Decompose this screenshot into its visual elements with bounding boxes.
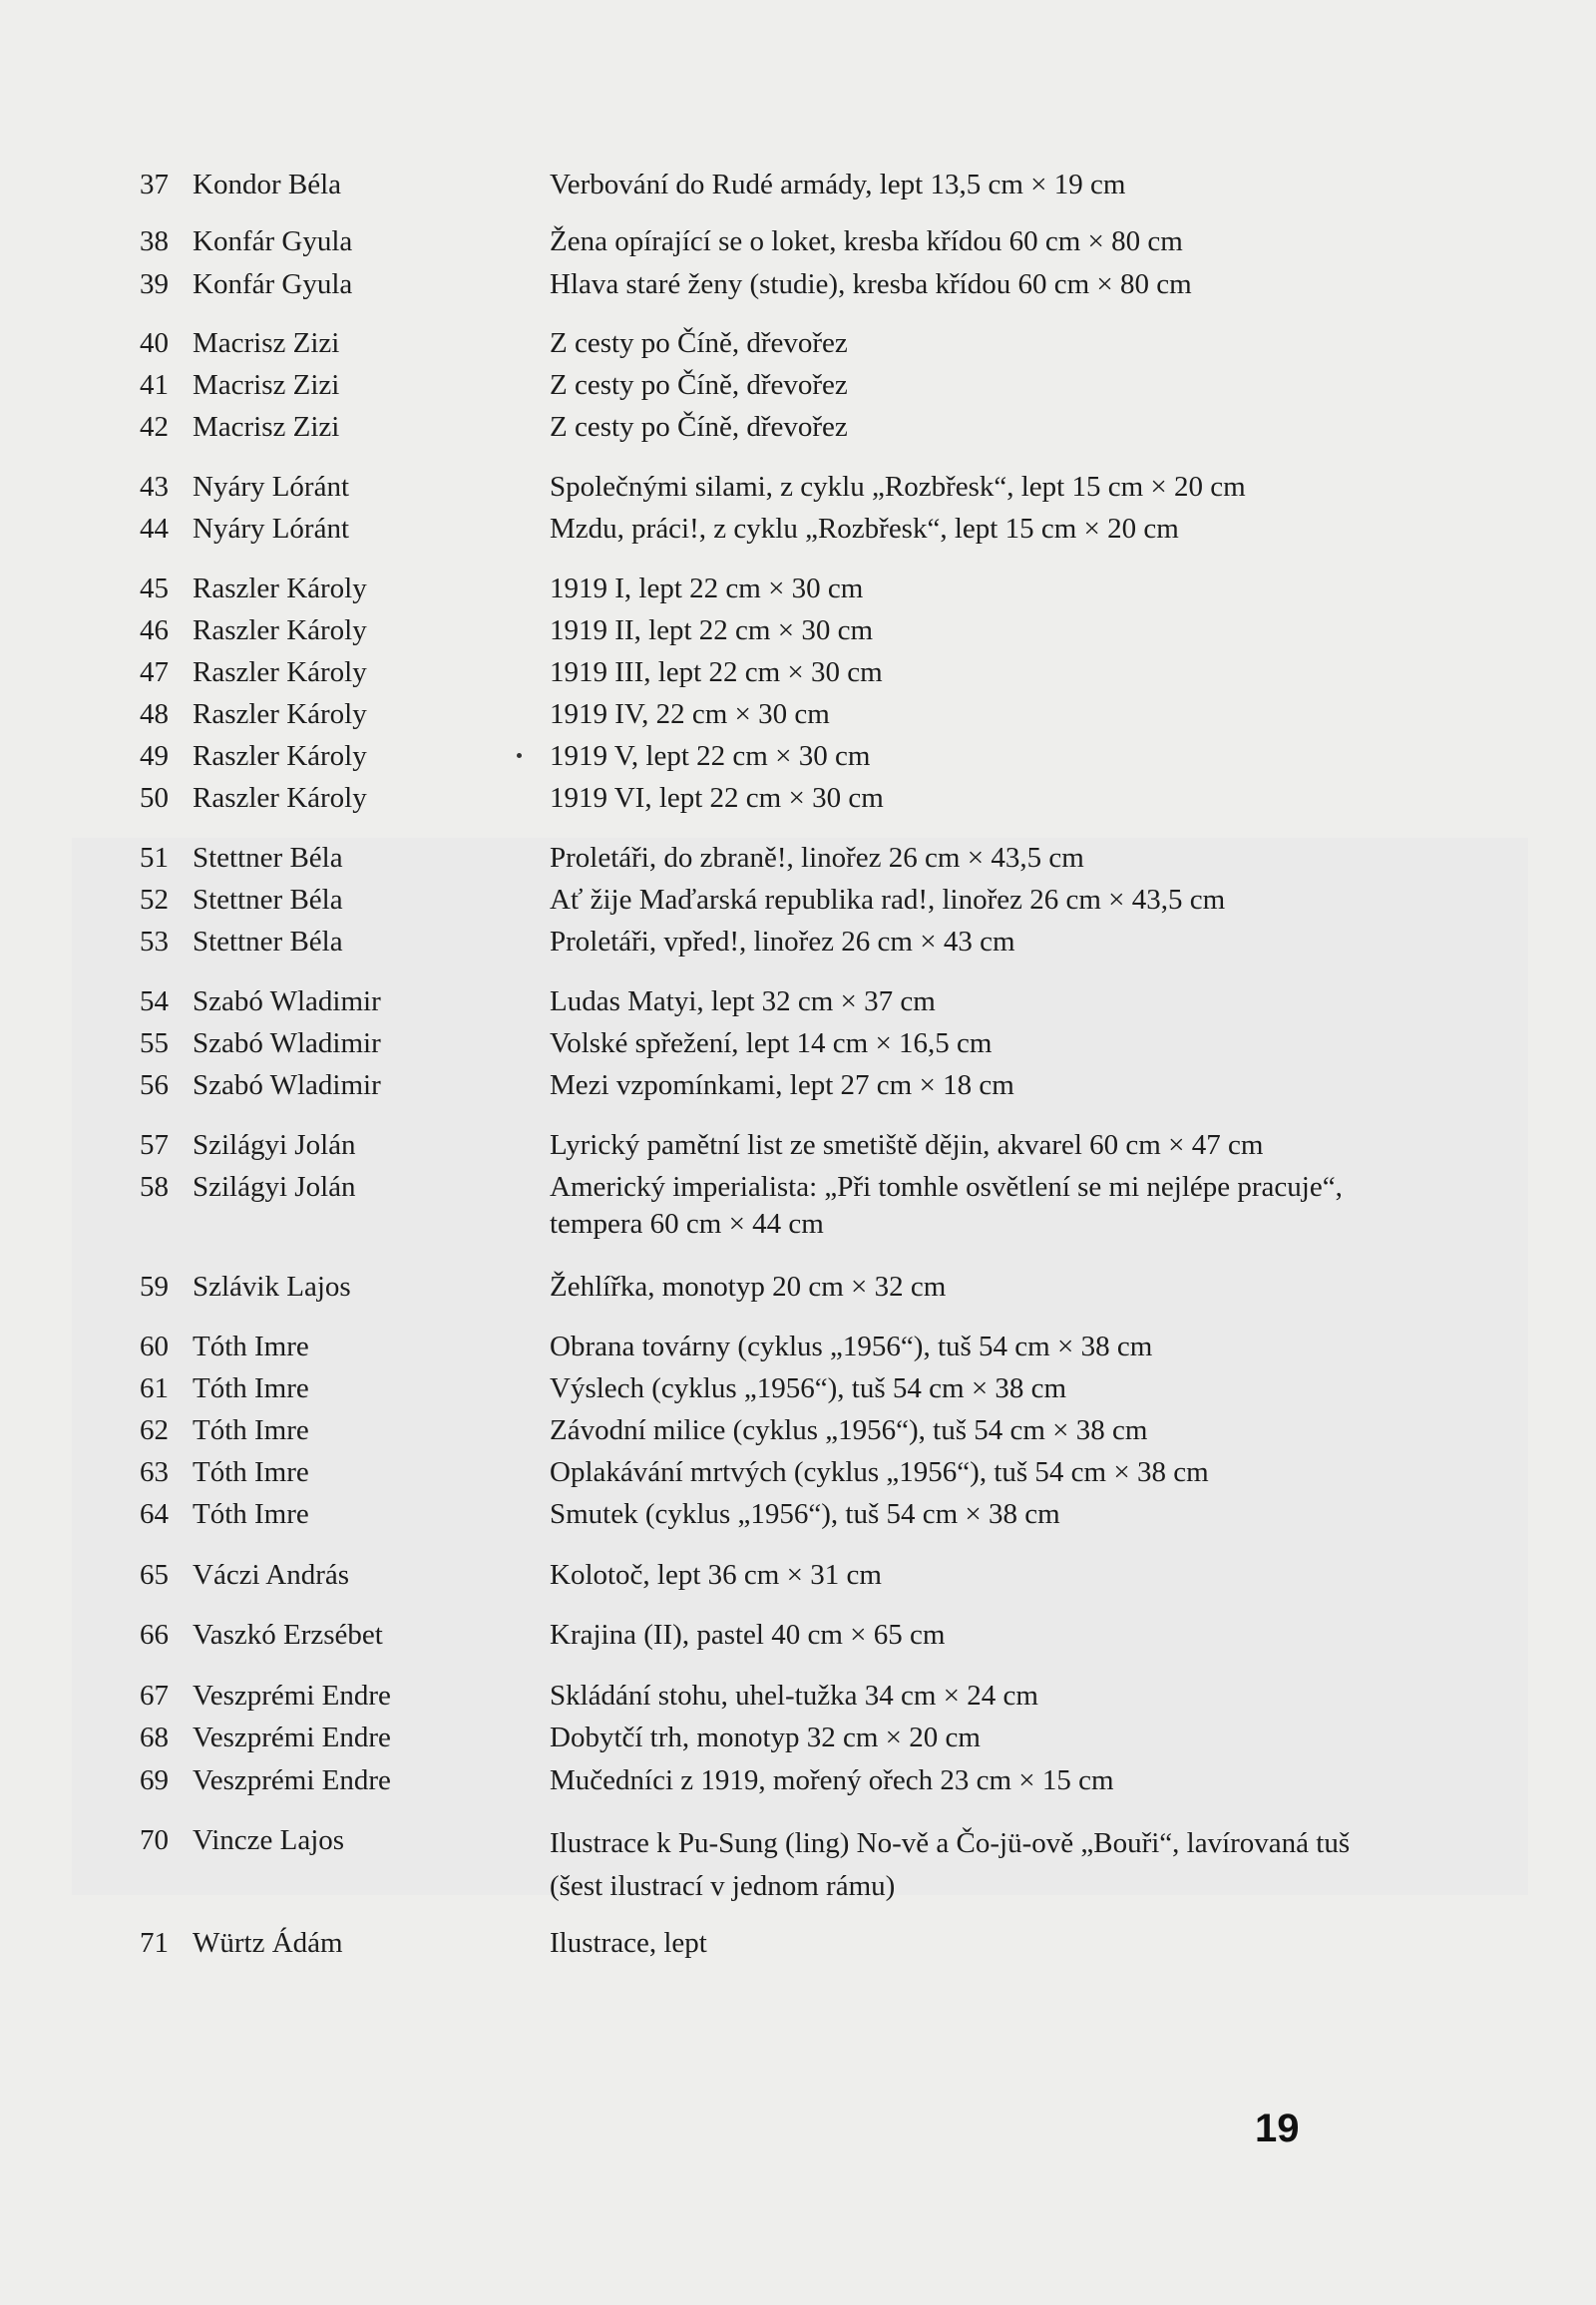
artist-name: Nyáry Lóránt: [193, 513, 350, 545]
artist-name: Raszler Károly: [193, 782, 367, 814]
entry-number: 60: [140, 1331, 169, 1362]
work-description: 1919 VI, lept 22 cm × 30 cm: [550, 782, 884, 814]
entry-number: 39: [140, 268, 169, 300]
work-description: Žena opírající se o loket, kresba křídou 60 cm × 80 cm: [550, 225, 1183, 257]
work-description: 1919 V, lept 22 cm × 30 cm: [550, 740, 871, 772]
entry-number: 59: [140, 1271, 169, 1303]
artist-name: Würtz Ádám: [193, 1927, 343, 1959]
work-description: Žehlířka, monotyp 20 cm × 32 cm: [550, 1271, 947, 1303]
work-description: Ludas Matyi, lept 32 cm × 37 cm: [550, 985, 936, 1017]
work-description: Skládání stohu, uhel-tužka 34 cm × 24 cm: [550, 1680, 1038, 1712]
entry-number: 37: [140, 169, 169, 200]
entry-number: 69: [140, 1764, 169, 1796]
artist-name: Szabó Wladimir: [193, 1069, 381, 1101]
entry-number: 62: [140, 1414, 169, 1446]
entry-number: 63: [140, 1456, 169, 1488]
work-description: Dobytčí trh, monotyp 32 cm × 20 cm: [550, 1722, 981, 1753]
entry-number: 55: [140, 1027, 169, 1059]
work-description: Kolotoč, lept 36 cm × 31 cm: [550, 1559, 882, 1591]
entry-number: 42: [140, 411, 169, 443]
entry-number: 49: [140, 740, 169, 772]
artist-name: Stettner Béla: [193, 842, 343, 874]
work-description: Mzdu, práci!, z cyklu „Rozbřesk“, lept 15 cm × 20 cm: [550, 513, 1179, 545]
artist-name: Raszler Károly: [193, 614, 367, 646]
entry-number: 40: [140, 327, 169, 359]
entry-number: 67: [140, 1680, 169, 1712]
artist-name: Tóth Imre: [193, 1456, 309, 1488]
artist-name: Tóth Imre: [193, 1414, 309, 1446]
artist-name: Szlávik Lajos: [193, 1271, 351, 1303]
entry-number: 53: [140, 926, 169, 958]
entry-number: 70: [140, 1824, 169, 1856]
artist-name: Konfár Gyula: [193, 268, 353, 300]
work-description: 1919 I, lept 22 cm × 30 cm: [550, 573, 864, 604]
artist-name: Macrisz Zizi: [193, 327, 340, 359]
work-description: Z cesty po Číně, dřevořez: [550, 411, 848, 443]
entry-number: 66: [140, 1619, 169, 1651]
work-description: Smutek (cyklus „1956“), tuš 54 cm × 38 cm: [550, 1498, 1060, 1530]
work-description: 1919 III, lept 22 cm × 30 cm: [550, 656, 883, 688]
work-description: Hlava staré ženy (studie), kresba křídou 60 cm × 80 cm: [550, 268, 1192, 300]
artist-name: Stettner Béla: [193, 884, 343, 916]
artist-name: Kondor Béla: [193, 169, 341, 200]
work-description: Mučedníci z 1919, mořený ořech 23 cm × 15 cm: [550, 1764, 1114, 1796]
artist-name: Váczi András: [193, 1559, 350, 1591]
artist-name: Vaszkó Erzsébet: [193, 1619, 383, 1651]
work-description: Krajina (II), pastel 40 cm × 65 cm: [550, 1619, 946, 1651]
work-description: Z cesty po Číně, dřevořez: [550, 327, 848, 359]
work-description: Proletáři, vpřed!, linořez 26 cm × 43 cm: [550, 926, 1015, 958]
entry-number: 50: [140, 782, 169, 814]
entry-number: 64: [140, 1498, 169, 1530]
artist-name: Veszprémi Endre: [193, 1680, 391, 1712]
work-description: Lyrický pamětní list ze smetiště dějin, akvarel 60 cm × 47 cm: [550, 1129, 1264, 1161]
entry-number: 54: [140, 985, 169, 1017]
artist-name: Nyáry Lóránt: [193, 471, 350, 503]
artist-name: Szilágyi Jolán: [193, 1171, 356, 1203]
work-description: Oplakávání mrtvých (cyklus „1956“), tuš 54 cm × 38 cm: [550, 1456, 1209, 1488]
artist-name: Macrisz Zizi: [193, 369, 340, 401]
entry-number: 51: [140, 842, 169, 874]
artist-name: Szabó Wladimir: [193, 985, 381, 1017]
entry-number: 43: [140, 471, 169, 503]
entry-number: 65: [140, 1559, 169, 1591]
entry-number: 46: [140, 614, 169, 646]
entry-number: 48: [140, 698, 169, 730]
artist-name: Raszler Károly: [193, 656, 367, 688]
stray-dot: [517, 753, 522, 758]
entry-number: 57: [140, 1129, 169, 1161]
artist-name: Macrisz Zizi: [193, 411, 340, 443]
entry-number: 41: [140, 369, 169, 401]
artist-name: Vincze Lajos: [193, 1824, 345, 1856]
artist-name: Raszler Károly: [193, 698, 367, 730]
entry-number: 47: [140, 656, 169, 688]
entry-number: 44: [140, 513, 169, 545]
entry-number: 45: [140, 573, 169, 604]
work-description: Proletáři, do zbraně!, linořez 26 cm × 43,5 cm: [550, 842, 1084, 874]
work-description: Volské spřežení, lept 14 cm × 16,5 cm: [550, 1027, 993, 1059]
artist-name: Szilágyi Jolán: [193, 1129, 356, 1161]
artist-name: Raszler Károly: [193, 740, 367, 772]
entry-number: 38: [140, 225, 169, 257]
artist-name: Stettner Béla: [193, 926, 343, 958]
work-description: Ať žije Maďarská republika rad!, linořez 26 cm × 43,5 cm: [550, 884, 1226, 916]
work-description: Z cesty po Číně, dřevořez: [550, 369, 848, 401]
page-number: 19: [1255, 2107, 1300, 2150]
entry-number: 58: [140, 1171, 169, 1203]
entry-number: 61: [140, 1372, 169, 1404]
entry-number: 71: [140, 1927, 169, 1959]
work-description: Ilustrace k Pu-Sung (ling) No-vě a Čo-jü-ově „Bouři“, lavírovaná tuš (šest ilustrací v jednom rámu): [550, 1827, 1351, 1902]
work-description: Mezi vzpomínkami, lept 27 cm × 18 cm: [550, 1069, 1014, 1101]
artist-name: Tóth Imre: [193, 1331, 309, 1362]
work-description: 1919 IV, 22 cm × 30 cm: [550, 698, 830, 730]
artist-name: Szabó Wladimir: [193, 1027, 381, 1059]
artist-name: Veszprémi Endre: [193, 1764, 391, 1796]
entry-number: 52: [140, 884, 169, 916]
entry-number: 56: [140, 1069, 169, 1101]
work-description: Ilustrace, lept: [550, 1927, 707, 1959]
entry-number: 68: [140, 1722, 169, 1753]
artist-name: Raszler Károly: [193, 573, 367, 604]
artist-name: Konfár Gyula: [193, 225, 353, 257]
artist-name: Tóth Imre: [193, 1372, 309, 1404]
artist-name: Veszprémi Endre: [193, 1722, 391, 1753]
work-description: Obrana továrny (cyklus „1956“), tuš 54 cm × 38 cm: [550, 1331, 1153, 1362]
work-description: Společnými silami, z cyklu „Rozbřesk“, lept 15 cm × 20 cm: [550, 471, 1246, 503]
work-description: Americký imperialista: „Při tomhle osvětlení se mi nejlépe pracuje“, tempera 60 cm × 44 cm: [550, 1171, 1343, 1240]
work-description: Výslech (cyklus „1956“), tuš 54 cm × 38 cm: [550, 1372, 1067, 1404]
work-description: 1919 II, lept 22 cm × 30 cm: [550, 614, 874, 646]
work-description: Závodní milice (cyklus „1956“), tuš 54 cm × 38 cm: [550, 1414, 1148, 1446]
artist-name: Tóth Imre: [193, 1498, 309, 1530]
work-description: Verbování do Rudé armády, lept 13,5 cm × 19 cm: [550, 169, 1126, 200]
